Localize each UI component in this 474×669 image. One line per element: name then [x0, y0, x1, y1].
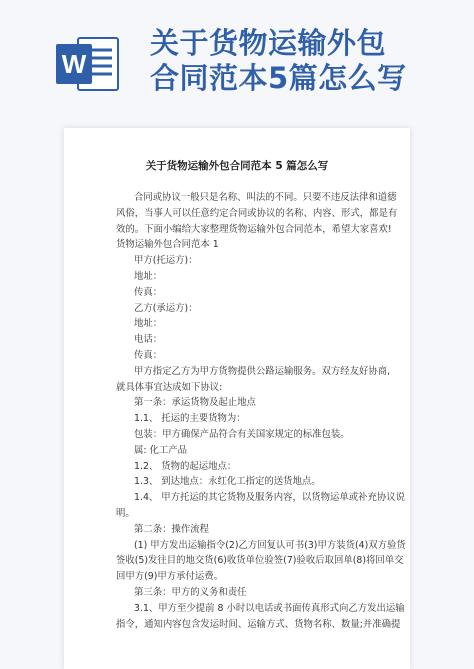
document-title: 关于货物运输外包合同范本 5 篇怎么写 — [145, 160, 329, 172]
doc-line: 1.1、 托运的主要货物为： — [134, 413, 246, 425]
doc-line: 回甲方(9)甲方承付运费。 — [116, 571, 224, 583]
doc-line: 属: 化工产品 — [134, 444, 188, 456]
doc-line: 甲方指定乙方为甲方货物提供公路运输服务。双方经友好协商, — [134, 365, 391, 377]
word-document-icon — [56, 34, 120, 94]
doc-line: 效的。下面小编给大家整理货物运输外包合同范本，希望大家喜欢! — [116, 223, 392, 235]
doc-line: 传真： — [134, 349, 163, 361]
doc-line: 第一条：承运货物及起止地点 — [134, 397, 256, 409]
doc-line: 乙方(承运方)： — [134, 302, 198, 314]
doc-line: 风俗，当事人可以任意约定合同或协议的名称、内容、形式，都是有 — [116, 207, 398, 219]
page-title — [150, 26, 450, 96]
doc-line: 电话： — [134, 334, 163, 346]
doc-line: (1) 甲方发出运输指令(2)乙方回复认可书(3)甲方装货(4)双方验货 — [134, 539, 406, 551]
doc-line: 就具体事宜达成如下协议: — [116, 381, 223, 393]
doc-line: 1.4、 甲方托运的其它货物及服务内容，以货物运单或补充协议说 — [134, 492, 406, 504]
document-page — [64, 128, 410, 669]
doc-line: 签收(5)发往目的地交货(6)收货单位验签(7)验收后取回单(8)将回单交 — [116, 555, 404, 567]
doc-line: 第三条：甲方的义务和责任 — [134, 586, 247, 598]
word-icon-letter: W — [61, 49, 87, 79]
document-body — [116, 190, 406, 632]
doc-line: 明。 — [116, 507, 135, 519]
page-title-line-1: 关于货物运输外包 — [150, 26, 387, 60]
doc-line: 地址： — [134, 270, 163, 282]
doc-line: 合同或协议一般只是名称、叫法的不同。只要不违反法律和道德 — [134, 192, 397, 203]
doc-line: 货物运输外包合同范本 1 — [116, 239, 219, 251]
doc-line: 3.1、甲方至少提前 8 小时以电话或书面传真形式向乙方发出运输 — [134, 602, 405, 614]
doc-line: 1.3、 到达地点：永红化工指定的送货地点。 — [134, 476, 321, 488]
doc-line: 甲方(托运方)： — [134, 255, 198, 267]
doc-line: 包装：甲方确保产品符合有关国家规定的标准包装。 — [134, 428, 350, 440]
doc-line: 地址： — [134, 318, 163, 330]
header-banner — [0, 0, 474, 120]
doc-line: 1.2、 货物的起运地点： — [134, 460, 237, 472]
doc-line: 第二条：操作流程 — [134, 523, 210, 535]
page-title-line-2: 合同范本5篇怎么写 — [150, 61, 407, 95]
doc-line: 指令，通知内容包含发运时间、运输方式、货物名称、数量;并准确提 — [116, 618, 401, 630]
doc-line: 传真： — [134, 286, 163, 298]
